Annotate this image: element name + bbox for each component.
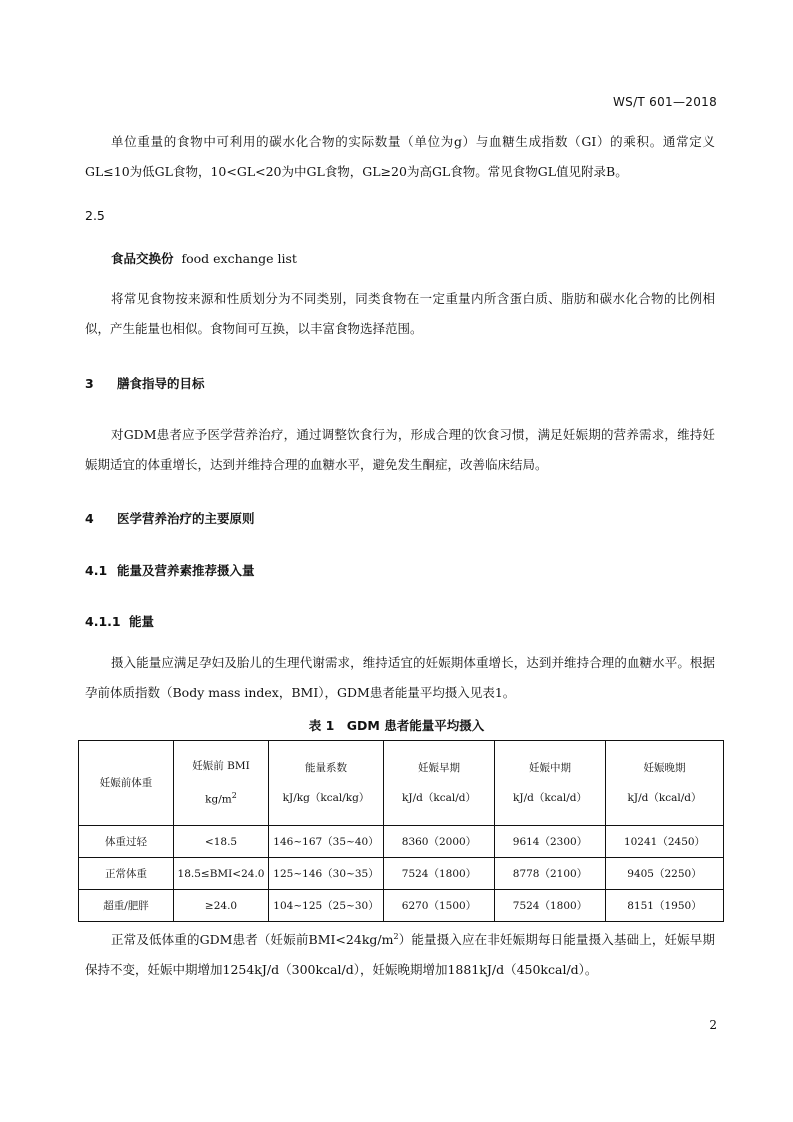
table-cell: 6270（1500） xyxy=(384,890,495,922)
header-bmi-unit-sup: 2 xyxy=(231,791,237,801)
table-cell: 9614（2300） xyxy=(495,826,606,858)
header-mid-label: 妊娠中期 xyxy=(529,762,571,774)
header-mid-unit: kJ/d（kcal/d） xyxy=(513,792,587,804)
header-mid-pregnancy xyxy=(495,741,606,826)
header-early-label: 妊娠早期 xyxy=(418,762,460,774)
header-early-pregnancy xyxy=(384,741,495,826)
section-4-1-number: 4.1 xyxy=(85,563,108,578)
table-cell: 正常体重 xyxy=(79,858,174,890)
table-cell: 7524（1800） xyxy=(384,858,495,890)
after-table-text-2: ）能量摄入应在非妊娠期每日能量摄入基础上，妊娠早期保持不变，妊娠中期增加1254kJ/d（300kcal/d），妊娠晚期增加1881kJ/d（450kcal/d）。 xyxy=(85,932,716,978)
section-4-number: 4 xyxy=(85,511,94,526)
section-4-1-1-heading xyxy=(85,612,154,630)
doc-code-header: WS/T 601—2018 xyxy=(612,95,717,109)
table-cell: 超重/肥胖 xyxy=(79,890,174,922)
table-1-caption: 表 1 GDM 患者能量平均摄入 xyxy=(308,718,485,733)
table-cell: 18.5≤BMI<24.0 xyxy=(174,858,269,890)
section-4-1-title: 能量及营养素推荐摄入量 xyxy=(117,563,255,578)
section-3-body: 对GDM患者应予医学营养治疗，通过调整饮食行为，形成合理的饮食习惯，满足妊娠期的营养需求，维持妊娠期适宜的体重增长，达到并维持合理的血糖水平，避免发生酮症，改善临床结局。 xyxy=(85,427,715,472)
section-4-1-1-body: 摄入能量应满足孕妇及胎儿的生理代谢需求，维持适宜的妊娠期体重增长，达到并维持合理的血糖水平。根据孕前体质指数（Body mass index，BMI），GDM患者能量平均摄入见表1。 xyxy=(85,655,715,700)
energy-intake-table xyxy=(78,740,724,922)
table-row xyxy=(79,890,724,922)
term-heading xyxy=(111,249,297,267)
section-3-number: 3 xyxy=(85,376,94,391)
header-late-pregnancy xyxy=(606,741,724,826)
table-cell: <18.5 xyxy=(174,826,269,858)
header-late-unit: kJ/d（kcal/d） xyxy=(627,792,702,804)
header-energy-coefficient-label: 能量系数 xyxy=(305,762,347,774)
header-bmi-unit: kg/m xyxy=(205,793,232,806)
table-cell: 8360（2000） xyxy=(384,826,495,858)
header-bmi-label: 妊娠前 BMI xyxy=(192,760,250,773)
section-4-title: 医学营养治疗的主要原则 xyxy=(117,511,255,526)
table-cell: 7524（1800） xyxy=(495,890,606,922)
header-energy-coefficient-unit: kJ/kg（kcal/kg） xyxy=(282,792,370,804)
header-bmi xyxy=(174,741,269,826)
header-pre-pregnancy-weight: 妊娠前体重 xyxy=(79,741,174,826)
table-cell: 8778（2100） xyxy=(495,858,606,890)
table-cell: ≥24.0 xyxy=(174,890,269,922)
after-table-text-1: 正常及低体重的GDM患者（妊娠前BMI<24kg/m xyxy=(111,932,394,948)
table-header-row xyxy=(79,741,724,826)
table-cell: 8151（1950） xyxy=(606,890,724,922)
header-early-unit: kJ/d（kcal/d） xyxy=(402,792,476,804)
section-4-heading xyxy=(85,509,255,527)
page-number: 2 xyxy=(709,1018,717,1032)
header-late-label: 妊娠晚期 xyxy=(643,762,686,774)
after-table-sup: 2 xyxy=(393,932,399,941)
header-energy-coefficient xyxy=(269,741,384,826)
table-cell: 104~125（25~30） xyxy=(269,890,384,922)
table-cell: 体重过轻 xyxy=(79,826,174,858)
term-number: 2.5 xyxy=(85,208,105,223)
table-cell: 125~146（30~35） xyxy=(269,858,384,890)
term-en: food exchange list xyxy=(181,251,297,266)
term-zh: 食品交换份 xyxy=(111,251,174,266)
gl-definition-paragraph: 单位重量的食物中可利用的碳水化合物的实际数量（单位为g）与血糖生成指数（GI）的乘积。通常定义GL≤10为低GL食物，10<GL<20为中GL食物，GL≥20为高GL食物。常见食物GL值见附录B。 xyxy=(85,134,715,179)
table-cell: 9405（2250） xyxy=(606,858,724,890)
section-4-1-1-title: 能量 xyxy=(129,614,155,629)
table-cell: 146~167（35~40） xyxy=(269,826,384,858)
section-4-1-heading xyxy=(85,561,255,579)
after-table-paragraph xyxy=(85,922,715,985)
section-3-title: 膳食指导的目标 xyxy=(117,376,205,391)
term-definition: 将常见食物按来源和性质划分为不同类别，同类食物在一定重量内所含蛋白质、脂肪和碳水化合物的比例相似，产生能量也相似。食物间可互换，以丰富食物选择范围。 xyxy=(85,291,715,336)
section-4-1-1-number: 4.1.1 xyxy=(85,614,121,629)
table-row xyxy=(79,826,724,858)
table-cell: 10241（2450） xyxy=(606,826,724,858)
table-row xyxy=(79,858,724,890)
section-3-heading xyxy=(85,374,205,392)
